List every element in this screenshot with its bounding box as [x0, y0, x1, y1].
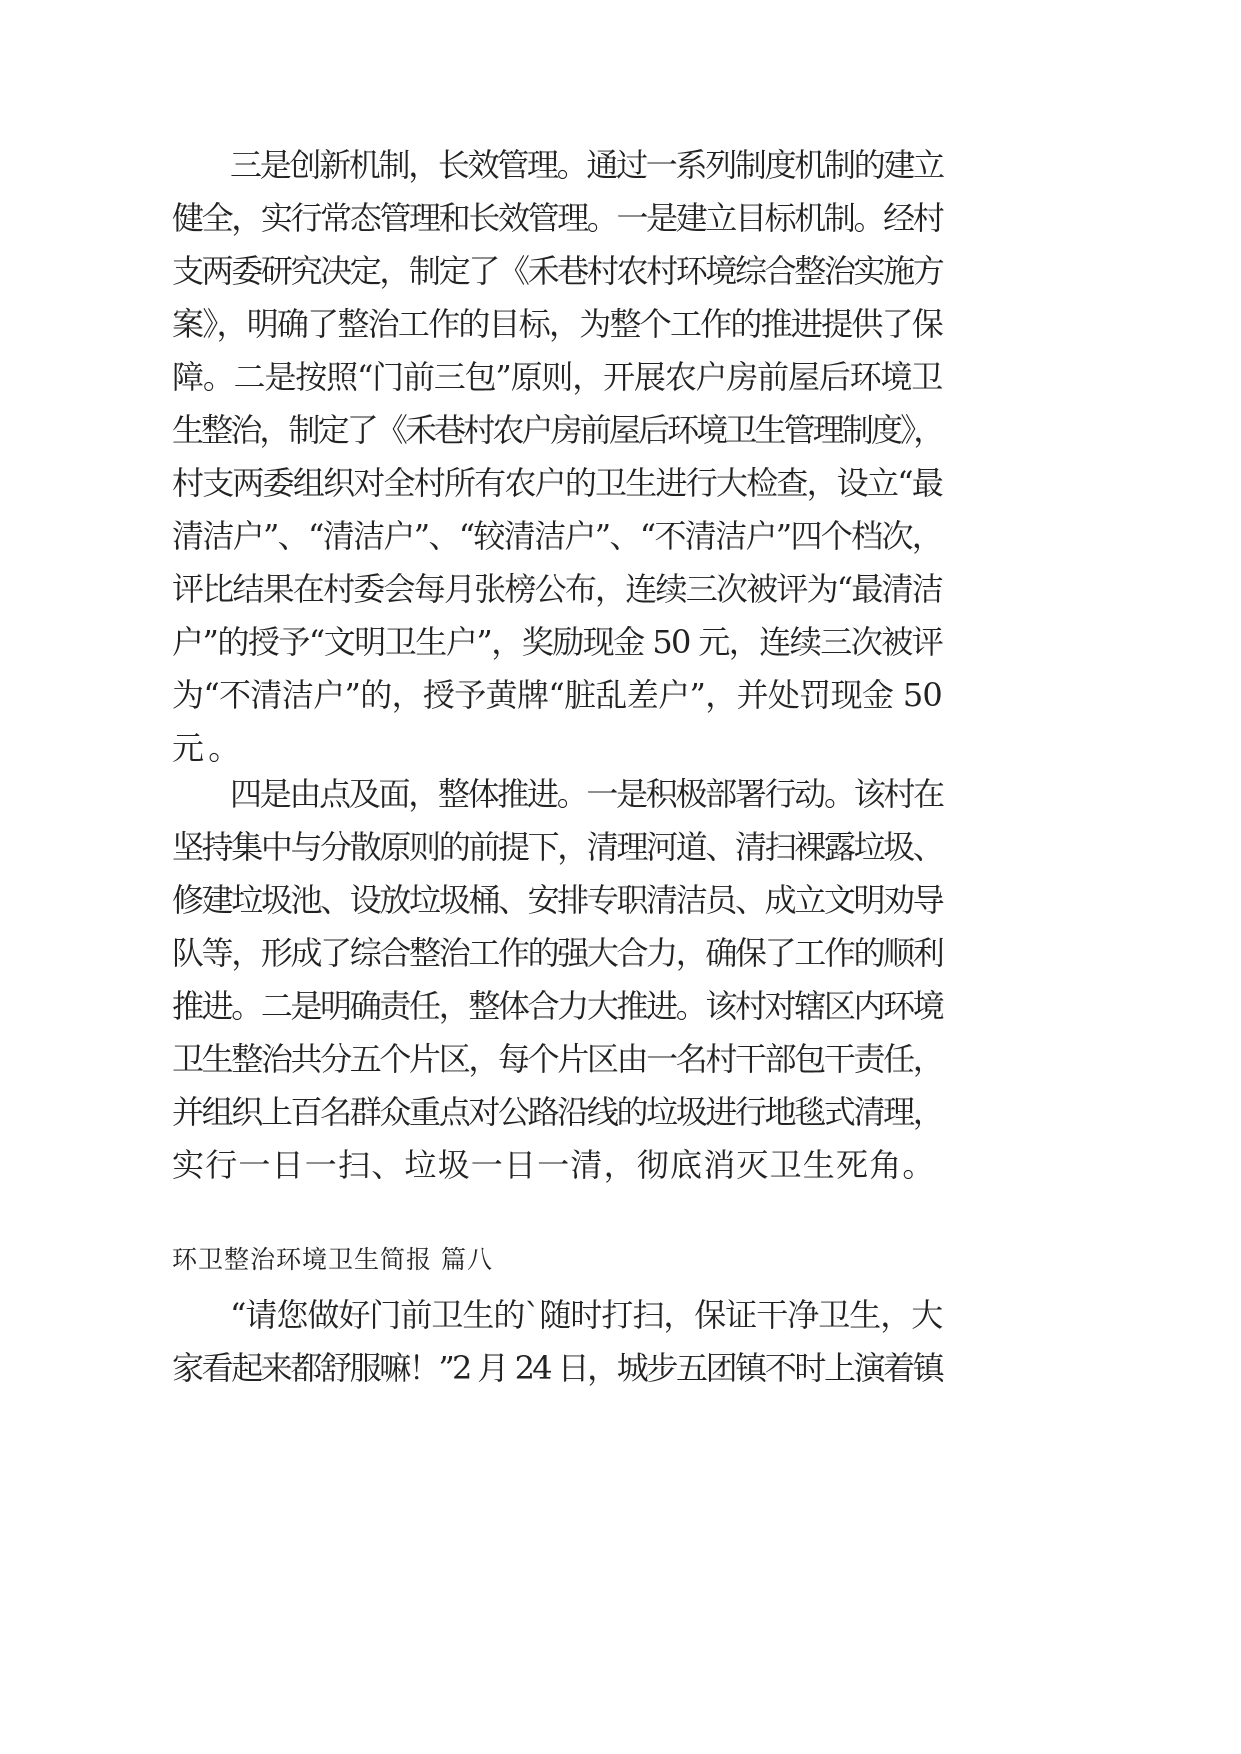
text-line: 案》，明确了整治工作的目标，为整个工作的推进提供了保 — [172, 305, 942, 343]
text-line: 为“不清洁户”的，授予黄牌“脏乱差户”，并处罚现金 50 — [172, 676, 942, 714]
text-line: “请您做好门前卫生的`随时打扫，保证干净卫生，大 — [230, 1296, 942, 1334]
text-line: 元。 — [172, 729, 245, 767]
text-line: 三是创新机制，长效管理。通过一系列制度机制的建立 — [230, 146, 943, 184]
text-line: 推进。二是明确责任，整体合力大推进。该村对辖区内环境 — [172, 987, 942, 1025]
text-line: 障。二是按照“门前三包”原则，开展农户房前屋后环境卫 — [172, 358, 942, 396]
text-line: 四是由点及面，整体推进。一是积极部署行动。该村在 — [230, 775, 943, 813]
text-line: 卫生整治共分五个片区，每个片区由一名村干部包干责任， — [172, 1040, 942, 1078]
text-line: 修建垃圾池、设放垃圾桶、安排专职清洁员、成立文明劝导 — [172, 881, 942, 919]
text-line: 实行一日一扫、垃圾一日一清，彻底消灭卫生死角。 — [172, 1146, 936, 1184]
text-line: 队等，形成了综合整治工作的强大合力，确保了工作的顺利 — [172, 934, 942, 972]
text-line: 户”的授予“文明卫生户”，奖励现金 50 元，连续三次被评 — [172, 623, 942, 661]
text-line: 家看起来都舒服嘛！”2 月 24 日，城步五团镇不时上演着镇 — [172, 1349, 942, 1387]
text-line: 健全，实行常态管理和长效管理。一是建立目标机制。经村 — [172, 199, 942, 237]
text-line: 评比结果在村委会每月张榜公布，连续三次被评为“最清洁 — [172, 570, 942, 608]
text-line: 清洁户”、“清洁户”、“较清洁户”、“不清洁户”四个档次， — [172, 517, 942, 555]
text-line: 生整治，制定了《禾巷村农户房前屋后环境卫生管理制度》， — [172, 411, 942, 449]
text-line: 支两委研究决定，制定了《禾巷村农村环境综合整治实施方 — [172, 252, 942, 290]
text-line: 并组织上百名群众重点对公路沿线的垃圾进行地毯式清理， — [172, 1093, 942, 1131]
text-line: 村支两委组织对全村所有农户的卫生进行大检查，设立“最 — [172, 464, 942, 502]
section-heading: 环卫整治环境卫生简报 篇八 — [172, 1245, 493, 1274]
text-line: 坚持集中与分散原则的前提下，清理河道、清扫裸露垃圾、 — [172, 828, 942, 866]
